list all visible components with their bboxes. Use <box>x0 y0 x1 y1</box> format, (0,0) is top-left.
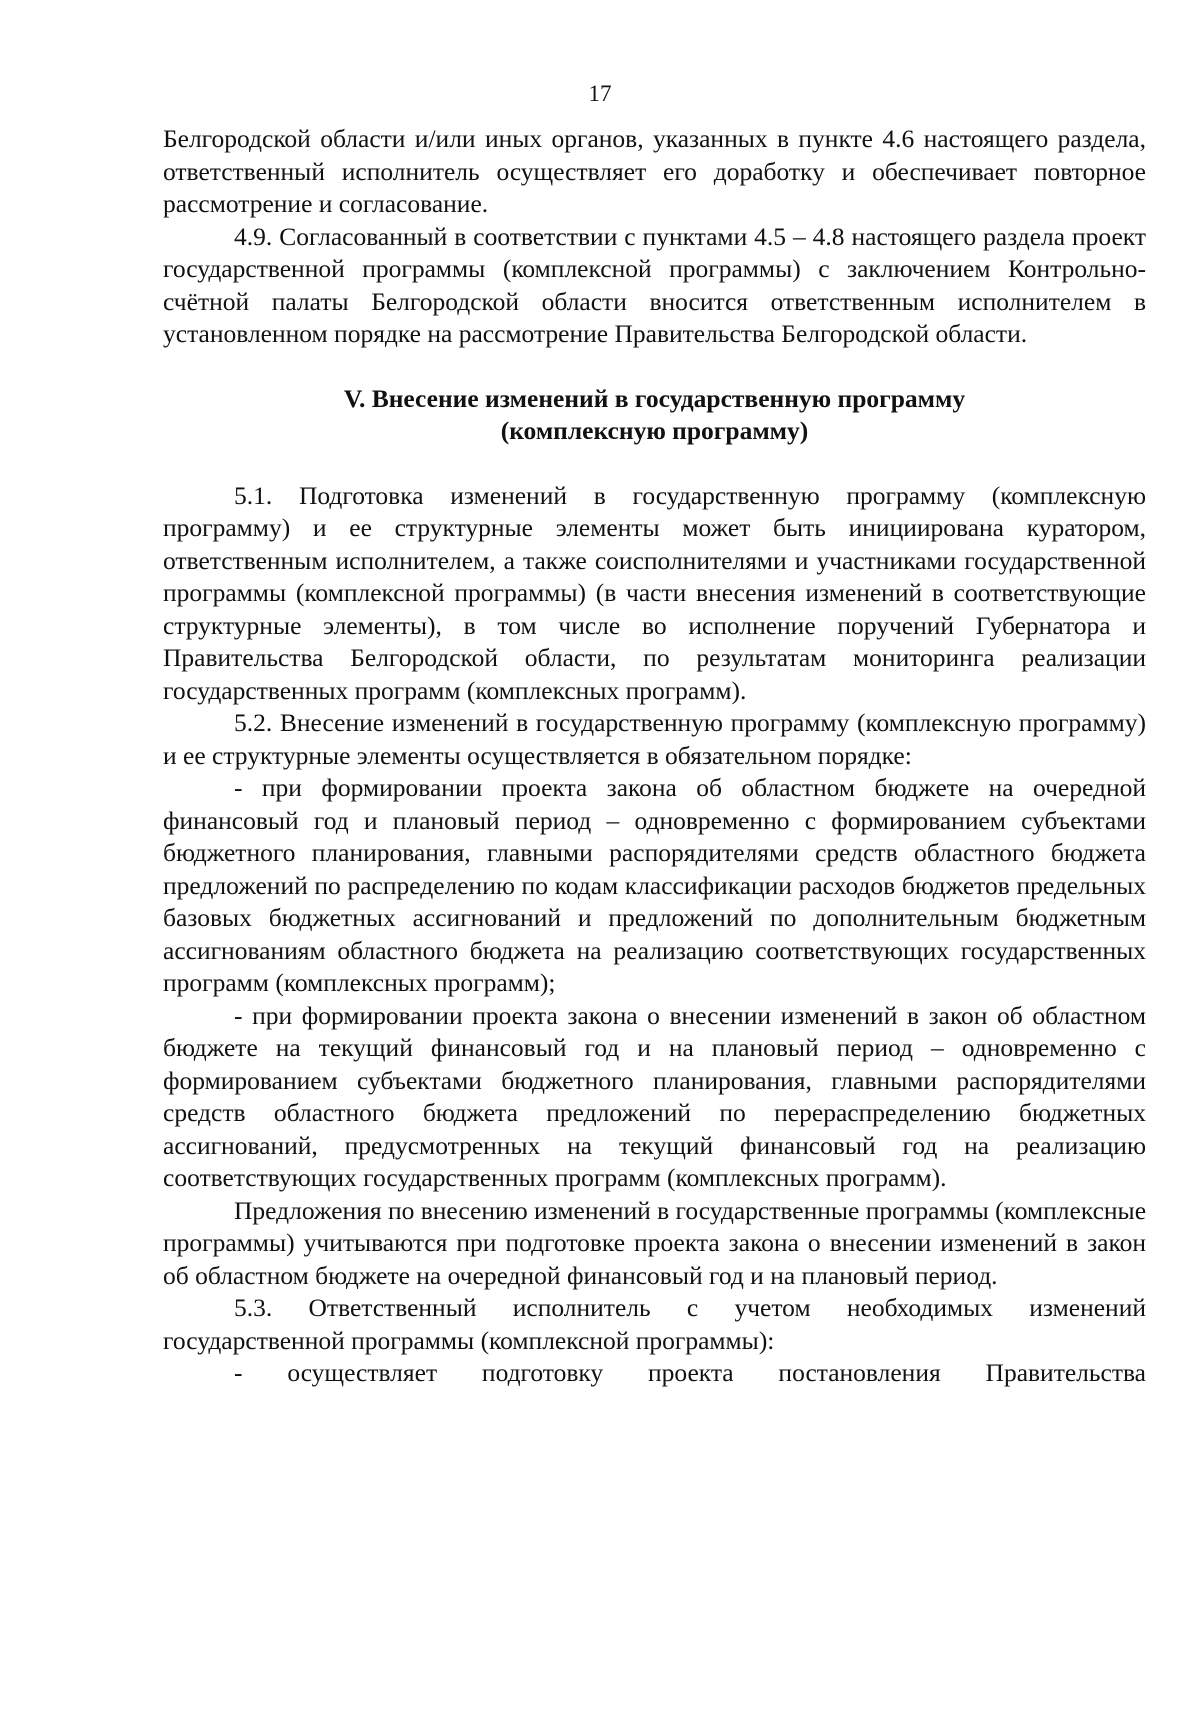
list-item-budget-law: - при формировании проекта закона об областном бюджете на очередной финансовый год и плановый период – одновременно с формированием субъектами бюджетного планирования, главными распорядителями средств областного бюджета предложений по распределению по кодам классификации расходов бюджетов предельных базовых бюджетных ассигнований и предложений по дополнительным бюджетным ассигнованиям областного бюджета на реализацию соответствующих государственных программ (комплексных программ); <box>163 773 1146 997</box>
paragraph-5-1: 5.1. Подготовка изменений в государственную программу (комплексную программу) и ее структурные элементы может быть инициирована куратором, ответственным исполнителем, а также соисполнителями и участниками государственной программы (комплексной программы) (в части внесения изменений в соответствующие структурные элементы), в том числе во исполнение поручений Губернатора и Правительства Белгородской области, по результатам мониторинга реализации государственных программ (комплексных программ). <box>163 480 1146 705</box>
page-number: 17 <box>588 81 612 106</box>
paragraph-proposals: Предложения по внесению изменений в государственные программы (комплексные программы) учитываются при подготовке проекта закона о внесении изменений в закон об областном бюджете на очередной финансовый год и на плановый период. <box>163 1195 1147 1290</box>
section-heading-line-1: V. Внесение изменений в государственную программу <box>343 383 966 413</box>
paragraph-5-3: 5.3. Ответственный исполнитель с учетом необходимых изменений государственной программы (комплексной программы): <box>163 1293 1146 1355</box>
paragraph-4-9: 4.9. Согласованный в соответствии с пунктами 4.5 – 4.8 настоящего раздела проект государственной программы (комплексной программы) с заключением Контрольно-счётной палаты Белгородской области вносится ответственным исполнителем в установленном порядке на рассмотрение Правительства Белгородской области. <box>163 221 1146 348</box>
paragraph-continuation: Белгородской области и/или иных органов, указанных в пункте 4.6 настоящего раздела, ответственный исполнитель осуществляет его доработку и обеспечивает повторное рассмотрение и согласование. <box>163 124 1146 218</box>
list-item-prepare-draft: - осуществляет подготовку проекта постановления Правительства <box>234 1358 1146 1387</box>
section-heading <box>163 383 1146 448</box>
spacer <box>163 448 1146 480</box>
document-body <box>163 123 1146 1390</box>
spacer <box>163 351 1146 383</box>
section-heading-line-2: (комплексную программу) <box>500 416 809 445</box>
paragraph-5-2: 5.2. Внесение изменений в государственную программу (комплексную программу) и ее структурные элементы осуществляется в обязательном порядке: <box>163 708 1146 770</box>
list-item-budget-amendment: - при формировании проекта закона о внесении изменений в закон об областном бюджете на текущий финансовый год и на плановый период – одновременно с формированием субъектами бюджетного планирования, главными распорядителями средств областного бюджета предложений по перераспределению бюджетных ассигнований, предусмотренных на текущий финансовый год на реализацию соответствующих государственных программ (комплексных программ). <box>163 1000 1146 1192</box>
